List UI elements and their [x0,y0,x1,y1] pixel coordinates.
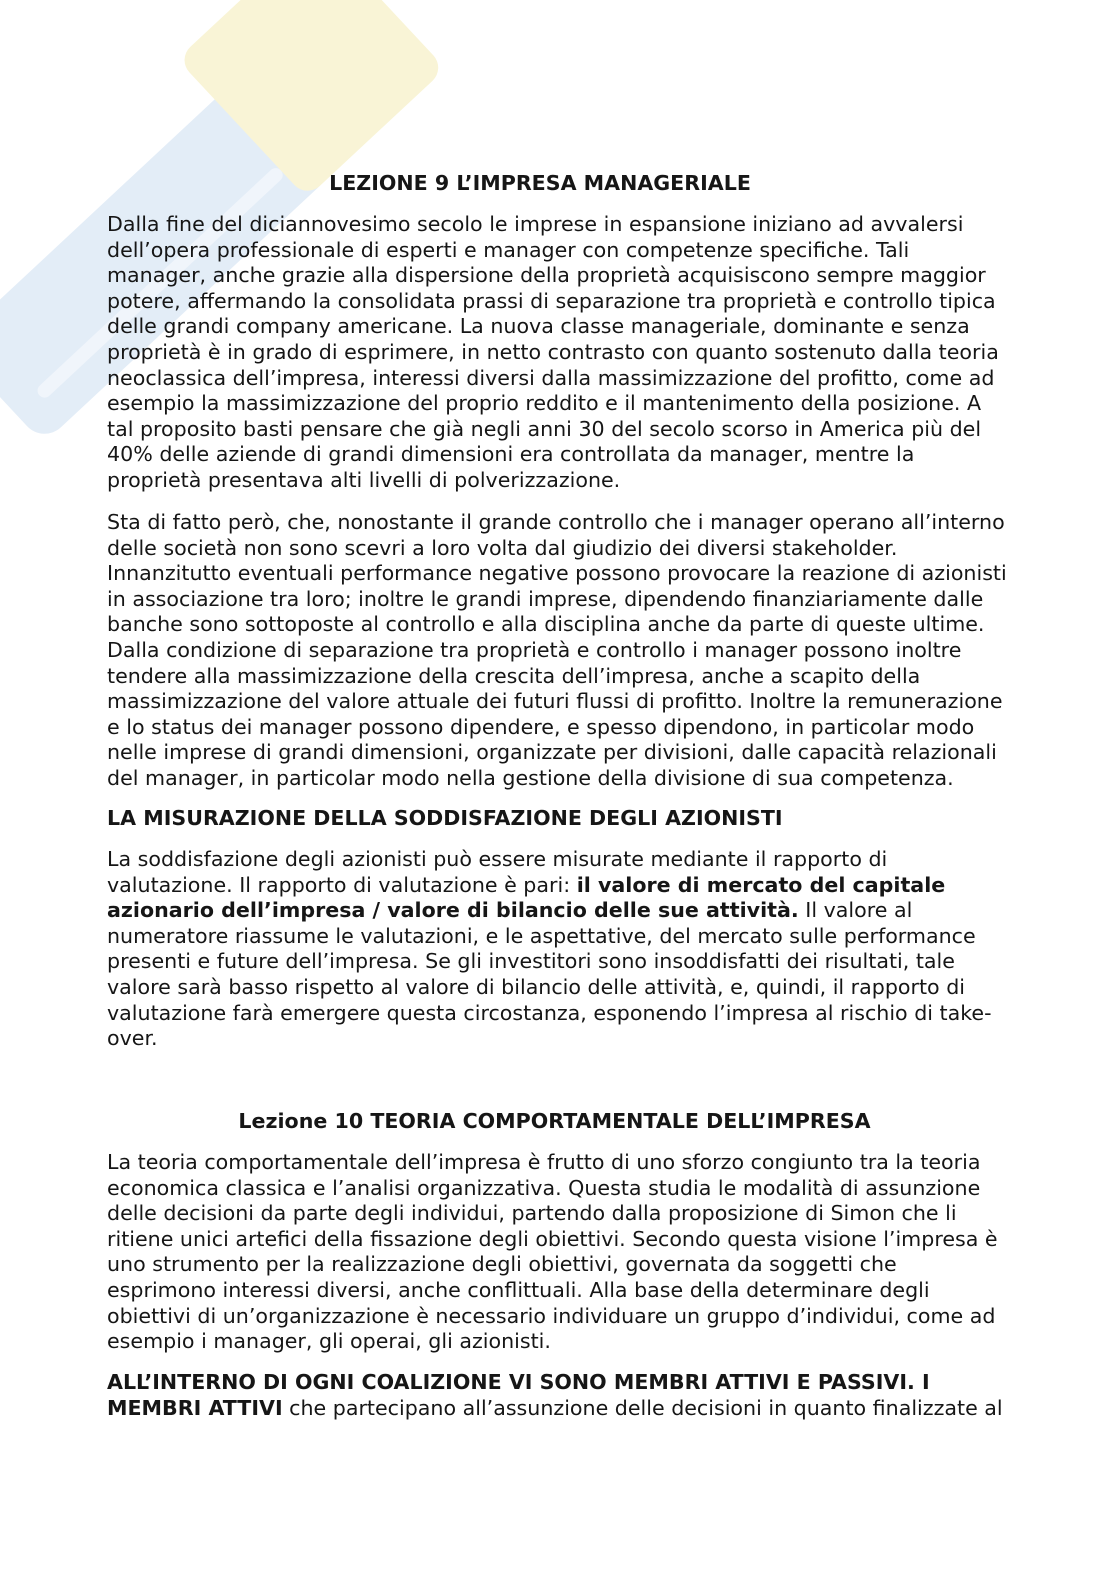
bold-text-run: ALL’INTERNO DI OGNI COALIZIONE VI SONO MEMBRI ATTIVI E PASSIVI. I [107,1370,930,1394]
text-line: 40% delle aziende di grandi dimensioni era controllata da manager, mentre la [107,442,915,467]
text-line: La teoria comportamentale dell’impresa è frutto di uno sforzo congiunto tra la teoria [107,1150,981,1174]
text-run: valutazione. Il rapporto di valutazione è pari: [107,872,577,897]
text-line: La soddisfazione degli azionisti può essere misurate mediante il rapporto di [107,847,888,871]
text-line [107,898,1007,924]
lesson10-paragraph-2 [107,1370,1007,1421]
text-line [107,1396,1007,1422]
text-line: esempio i manager, gli operai, gli azionisti. [107,1329,551,1354]
text-line: delle decisioni da parte degli individui, partendo dalla proposizione di Simon che li [107,1201,957,1226]
lesson9-paragraph-2 [107,510,1007,792]
text-line: banche sono sottoposte al controllo e alla disciplina anche da parte di queste ultime. [107,612,985,637]
text-line: tal proposito basti pensare che già negli anni 30 del secolo scorso in America più del [107,416,982,441]
text-line [107,1370,1007,1396]
lesson10-title [107,1109,1002,1135]
bold-text-run: MEMBRI ATTIVI [107,1395,283,1420]
shareholder-satisfaction-paragraph [107,847,1007,1052]
text-line: numeratore riassume le valutazioni, e le aspettative, del mercato sulle performance [107,923,976,948]
page-title: LEZIONE 9 L’IMPRESA MANAGERIALE [329,171,751,195]
text-line: manager, anche grazie alla dispersione della proprietà acquisiscono sempre maggior [107,263,986,288]
text-line: Sta di fatto però, che, nonostante il grande controllo che i manager operano all’interno [107,510,1005,534]
text-line: neoclassica dell’impresa, interessi diversi dalla massimizzazione del profitto, come ad [107,365,995,390]
text-run: Il valore al [798,898,913,923]
lesson10-paragraph-1 [107,1150,1007,1355]
text-line: Dalla fine del diciannovesimo secolo le imprese in espansione iniziano ad avvalersi [107,212,964,236]
bold-text-run: il valore di mercato del capitale [576,872,946,897]
text-line [107,873,1007,899]
bold-text-run: azionario dell’impresa / valore di bilancio delle sue attività. [107,898,799,923]
text-line: delle società non sono scevri a loro volta dal giudizio dei diversi stakeholder. [107,535,898,560]
text-line: presenti e future dell’impresa. Se gli investitori sono insoddisfatti dei risultati, tale [107,949,955,974]
text-line: esempio la massimizzazione del proprio reddito e il mantenimento della posizione. A [107,391,982,416]
text-line: proprietà presentava alti livelli di polverizzazione. [107,467,621,492]
lesson9-title [107,171,973,197]
text-line: massimizzazione del valore attuale dei futuri flussi di profitto. Inoltre la remunerazione [107,689,1003,714]
lesson-title: Lezione 10 TEORIA COMPORTAMENTALE DELL’IMPRESA [238,1109,871,1133]
text-line: esprimono interessi diversi, anche conflittuali. Alla base della determinare degli [107,1277,930,1302]
text-line: ritiene unici artefici della fissazione degli obiettivi. Secondo questa visione l’impresa è [107,1226,998,1251]
text-line: Dalla condizione di separazione tra proprietà e controllo i manager possono inoltre [107,637,962,662]
text-line: potere, affermando la consolidata prassi di separazione tra proprietà e controllo tipica [107,288,996,313]
text-line: valutazione farà emergere questa circostanza, esponendo l’impresa al rischio di take- [107,1000,992,1025]
text-line: dell’opera professionale di esperti e manager con competenze specifiche. Tali [107,237,910,262]
text-line: nelle imprese di grandi dimensioni, organizzate per divisioni, dalle capacità relazionali [107,740,997,765]
text-line: tendere alla massimizzazione della crescita dell’impresa, anche a scapito della [107,663,921,688]
text-line: economica classica e l’analisi organizzativa. Questa studia le modalità di assunzione [107,1175,981,1200]
text-line: Innanzitutto eventuali performance negative possono provocare la reazione di azionisti [107,561,1007,586]
lesson9-paragraph-1 [107,212,1007,494]
shareholder-satisfaction-heading-block [107,806,1007,832]
text-line: obiettivi di un’organizzazione è necessario individuare un gruppo d’individui, come ad [107,1303,996,1328]
text-line: uno strumento per la realizzazione degli obiettivi, governata da soggetti che [107,1252,897,1277]
text-run: che partecipano all’assunzione delle decisioni in quanto finalizzate al [282,1395,1003,1420]
text-line: in associazione tra loro; inoltre le grandi imprese, dipendendo finanziariamente dalle [107,586,984,611]
text-line: e lo status dei manager possono dipendere, e spesso dipendono, in particolar modo [107,714,975,739]
text-line: valore sarà basso rispetto al valore di bilancio delle attività, e, quindi, il rapporto di [107,974,965,999]
text-line: proprietà è in grado di esprimere, in netto contrasto con quanto sostenuto dalla teoria [107,339,999,364]
text-line: over. [107,1026,158,1051]
text-line: del manager, in particolar modo nella gestione della divisione di sua competenza. [107,765,954,790]
section-heading: LA MISURAZIONE DELLA SODDISFAZIONE DEGLI AZIONISTI [107,806,783,830]
text-line: delle grandi company americane. La nuova classe manageriale, dominante e senza [107,314,970,339]
